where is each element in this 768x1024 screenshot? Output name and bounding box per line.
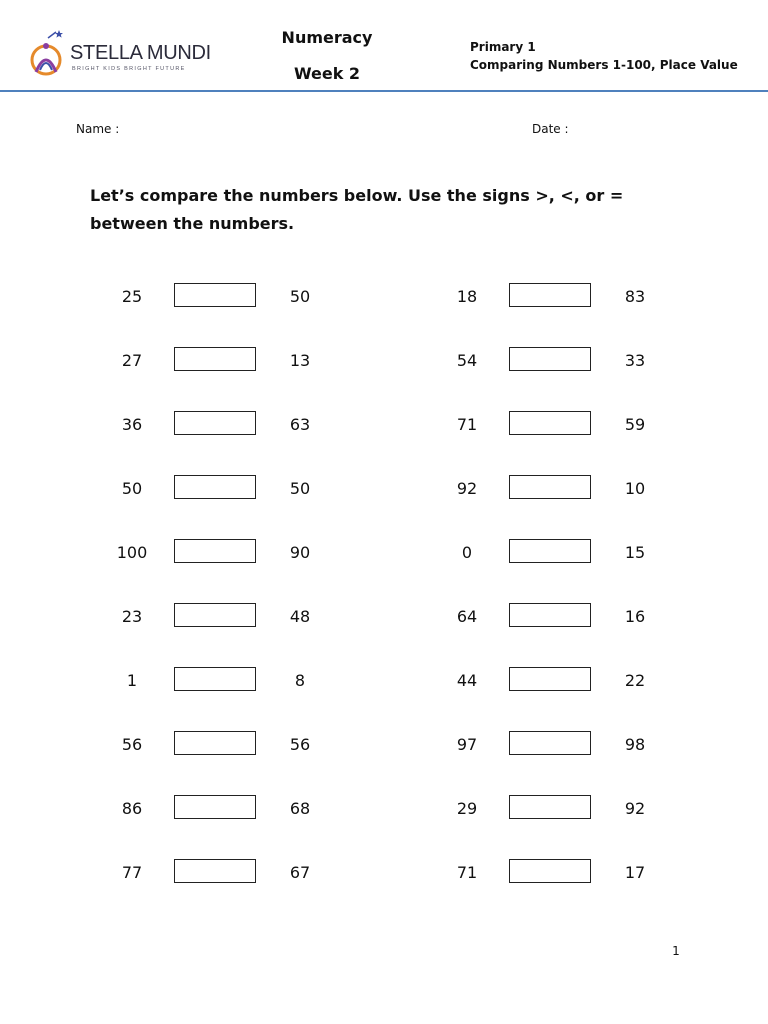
right-number: 33	[624, 351, 646, 370]
left-number: 97	[456, 735, 478, 754]
answer-box[interactable]	[509, 795, 591, 819]
date-label: Date :	[532, 122, 569, 136]
answer-box[interactable]	[509, 859, 591, 883]
right-number: 8	[294, 671, 306, 690]
subject-title: Numeracy	[281, 28, 373, 47]
left-number: 50	[121, 479, 143, 498]
right-number: 15	[624, 543, 646, 562]
right-number: 83	[624, 287, 646, 306]
answer-box[interactable]	[174, 795, 256, 819]
right-number: 16	[624, 607, 646, 626]
right-number: 67	[289, 863, 311, 882]
left-number: 27	[121, 351, 143, 370]
answer-box[interactable]	[509, 731, 591, 755]
answer-box[interactable]	[509, 539, 591, 563]
right-number: 68	[289, 799, 311, 818]
right-number: 50	[289, 287, 311, 306]
right-number: 56	[289, 735, 311, 754]
answer-box[interactable]	[174, 475, 256, 499]
left-number: 77	[121, 863, 143, 882]
header-divider	[0, 90, 768, 92]
grade-label: Primary 1	[470, 40, 536, 54]
logo-tagline: BRIGHT KIDS BRIGHT FUTURE	[72, 66, 186, 72]
answer-box[interactable]	[174, 667, 256, 691]
answer-box[interactable]	[509, 667, 591, 691]
answer-box[interactable]	[174, 283, 256, 307]
name-label: Name :	[76, 122, 120, 136]
answer-box[interactable]	[509, 603, 591, 627]
left-number: 23	[121, 607, 143, 626]
stella-mundi-emblem-icon	[26, 30, 70, 80]
right-number: 22	[624, 671, 646, 690]
right-number: 90	[289, 543, 311, 562]
page-number: 1	[672, 944, 680, 958]
answer-box[interactable]	[174, 859, 256, 883]
left-number: 0	[461, 543, 473, 562]
right-number: 17	[624, 863, 646, 882]
right-number: 59	[624, 415, 646, 434]
right-number: 10	[624, 479, 646, 498]
left-number: 64	[456, 607, 478, 626]
right-number: 63	[289, 415, 311, 434]
left-number: 71	[456, 863, 478, 882]
answer-box[interactable]	[174, 731, 256, 755]
answer-box[interactable]	[174, 411, 256, 435]
left-number: 100	[116, 543, 148, 562]
answer-box[interactable]	[509, 347, 591, 371]
week-title: Week 2	[293, 64, 361, 83]
answer-box[interactable]	[174, 347, 256, 371]
school-logo	[26, 30, 211, 80]
answer-box[interactable]	[509, 283, 591, 307]
left-number: 92	[456, 479, 478, 498]
left-number: 18	[456, 287, 478, 306]
right-number: 50	[289, 479, 311, 498]
right-number: 48	[289, 607, 311, 626]
left-number: 56	[121, 735, 143, 754]
answer-box[interactable]	[174, 603, 256, 627]
logo-wordmark: STELLA MUNDI	[70, 42, 211, 64]
left-number: 44	[456, 671, 478, 690]
right-number: 13	[289, 351, 311, 370]
answer-box[interactable]	[509, 411, 591, 435]
answer-box[interactable]	[509, 475, 591, 499]
right-number: 98	[624, 735, 646, 754]
right-number: 92	[624, 799, 646, 818]
left-number: 86	[121, 799, 143, 818]
instruction-text: Let’s compare the numbers below. Use the signs >, <, or = between the numbers.	[90, 186, 624, 233]
left-number: 36	[121, 415, 143, 434]
left-number: 54	[456, 351, 478, 370]
left-number: 29	[456, 799, 478, 818]
left-number: 1	[126, 671, 138, 690]
left-number: 25	[121, 287, 143, 306]
answer-box[interactable]	[174, 539, 256, 563]
left-number: 71	[456, 415, 478, 434]
topic-label: Comparing Numbers 1-100, Place Value	[470, 58, 738, 72]
